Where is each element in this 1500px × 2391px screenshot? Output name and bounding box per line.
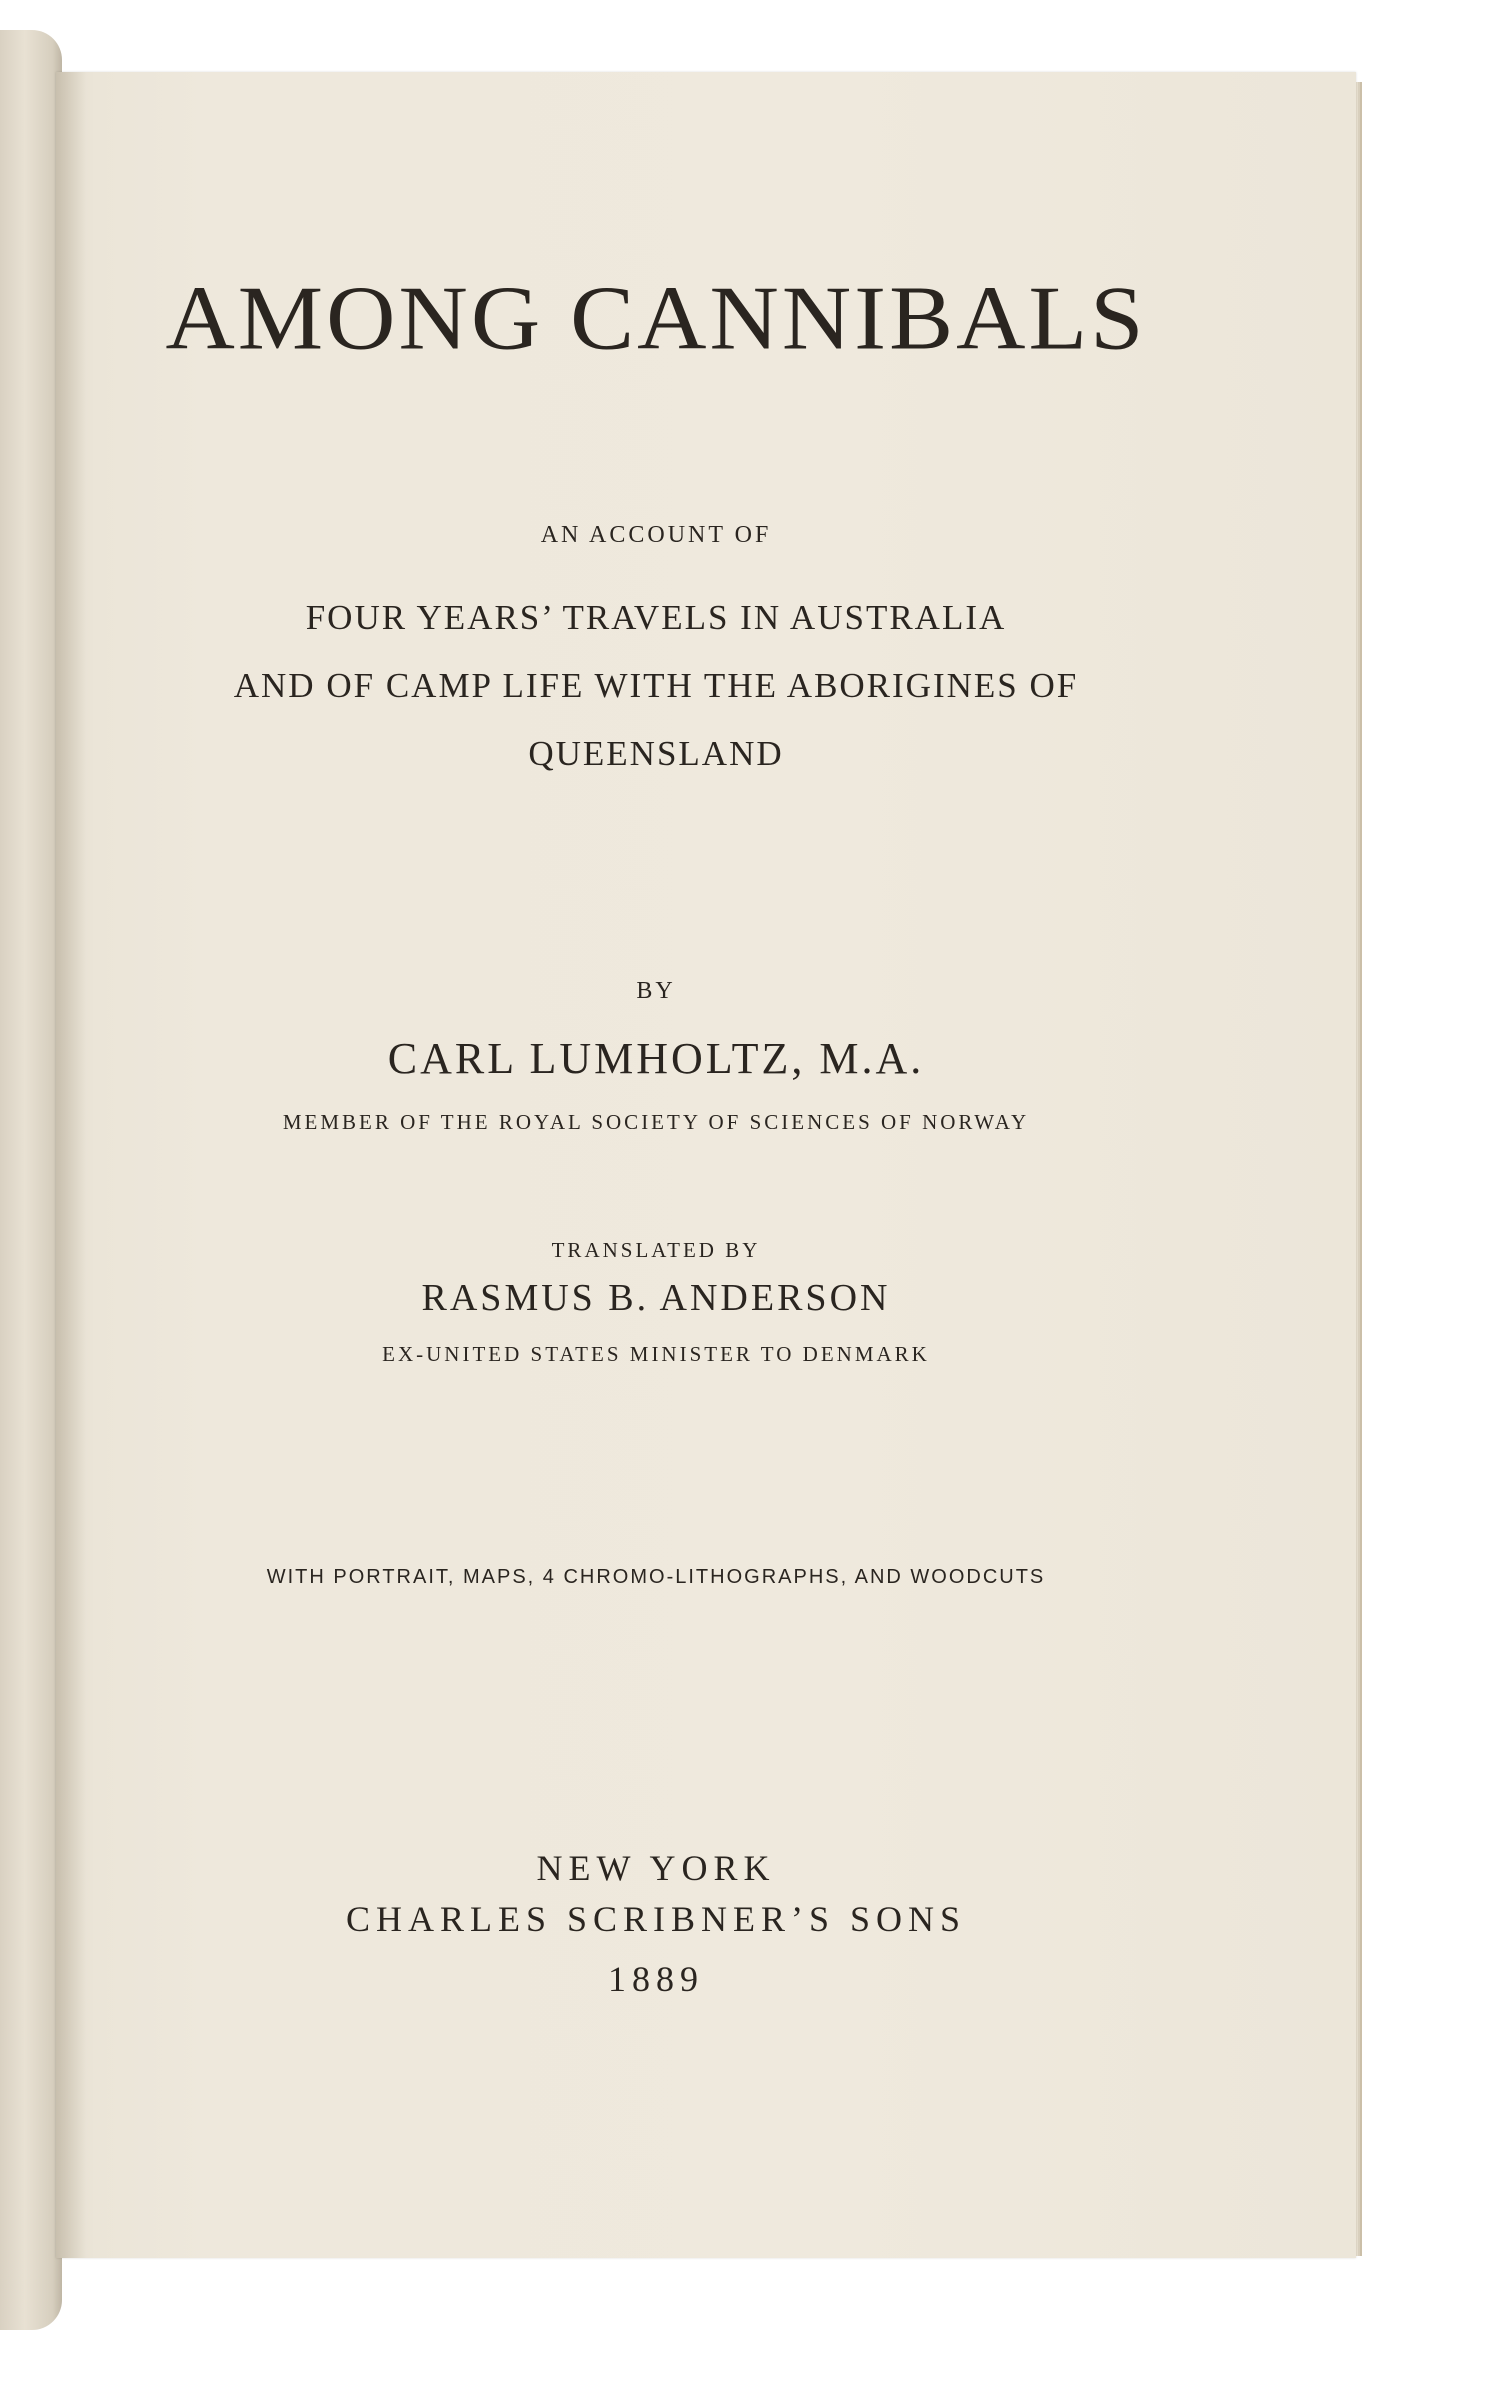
illustrations-note: WITH PORTRAIT, MAPS, 4 CHROMO-LITHOGRAPHS, AND WOODCUTS [266, 1566, 1046, 1588]
subtitle-line-3: QUEENSLAND [528, 734, 784, 773]
book-title: AMONG CANNIBALS [165, 266, 1147, 369]
translator-name: RASMUS B. ANDERSON [421, 1277, 891, 1319]
account-of-label: AN ACCOUNT OF [540, 522, 772, 548]
author-name: CARL LUMHOLTZ, M.A. [387, 1034, 925, 1083]
left-page-edge [0, 30, 62, 2330]
publisher-name: CHARLES SCRIBNER’S SONS [345, 1899, 967, 1939]
translator-credential: EX-UNITED STATES MINISTER TO DENMARK [382, 1342, 930, 1366]
publication-year: 1889 [608, 1959, 704, 1999]
publication-place: NEW YORK [536, 1848, 776, 1888]
subtitle-line-2: AND OF CAMP LIFE WITH THE ABORIGINES OF [233, 666, 1079, 705]
author-credential: MEMBER OF THE ROYAL SOCIETY OF SCIENCES OF NORWAY [282, 1110, 1030, 1134]
translated-by-label: TRANSLATED BY [551, 1238, 761, 1262]
subtitle-line-1: FOUR YEARS’ TRAVELS IN AUSTRALIA [305, 598, 1007, 637]
by-label: BY [636, 978, 676, 1004]
